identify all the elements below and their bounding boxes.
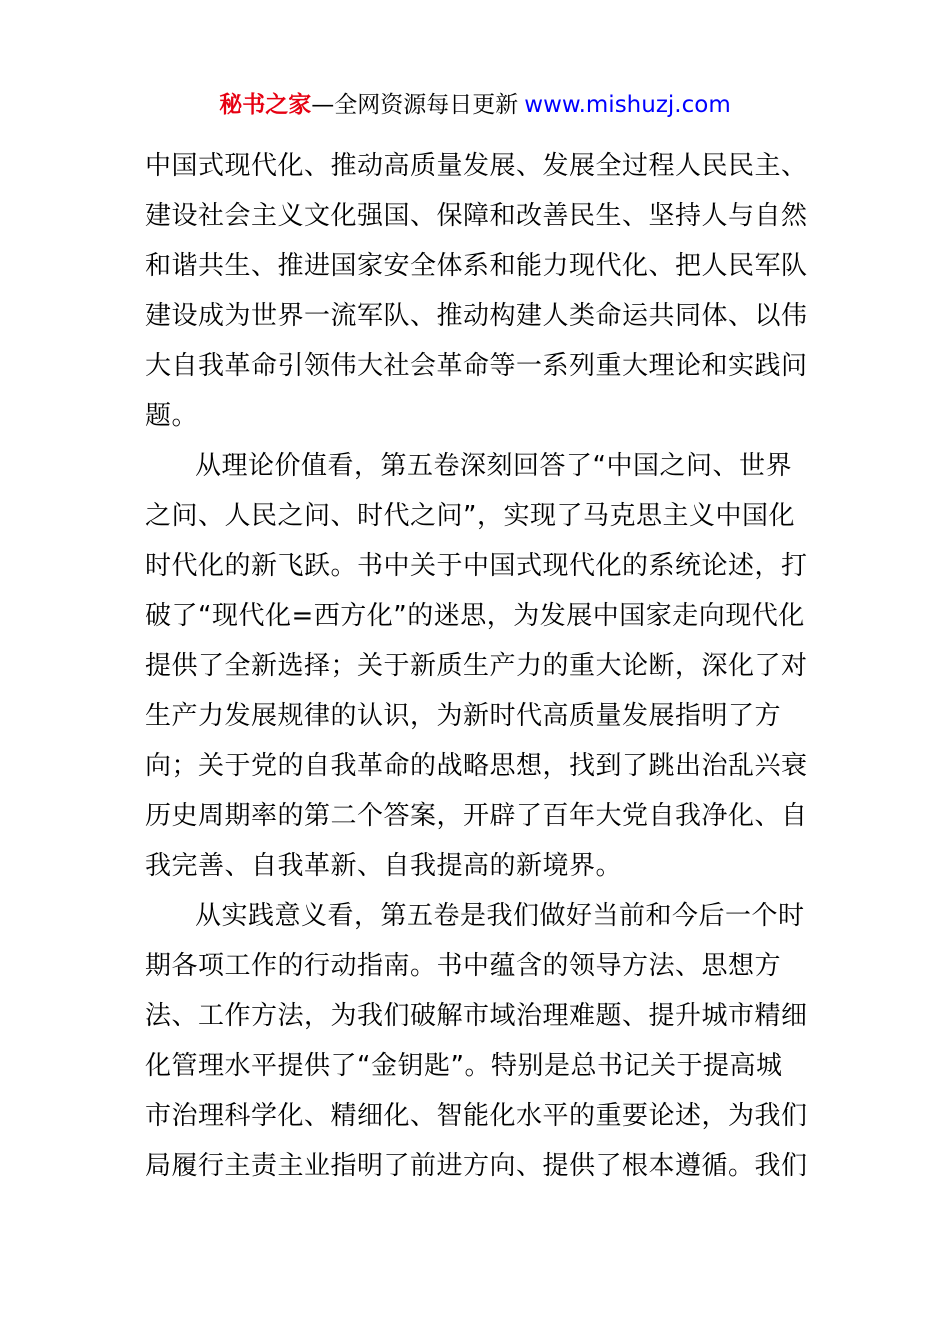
text-line: 提供了全新选择；关于新质生产力的重大论断，深化了对	[145, 651, 808, 681]
text-line: 法、工作方法，为我们破解市域治理难题、提升城市精细	[145, 1001, 808, 1031]
text-line: 向；关于党的自我革命的战略思想，找到了跳出治乱兴衰	[145, 751, 808, 781]
text-line: 生产力发展规律的认识，为新时代高质量发展指明了方	[145, 701, 782, 731]
text-line: 建设成为世界一流军队、推动构建人类命运共同体、以伟	[145, 301, 808, 331]
paragraph-first-line: 从实践意义看，第五卷是我们做好当前和今后一个时	[195, 901, 805, 931]
document-body	[145, 141, 815, 1191]
text-line: 中国式现代化、推动高质量发展、发展全过程人民民主、	[145, 151, 808, 181]
text-line: 期各项工作的行动指南。书中蕴含的领导方法、思想方	[145, 951, 782, 981]
text-line: 之问、人民之问、时代之问”，实现了马克思主义中国化	[145, 501, 795, 531]
paragraph-first-line: 从理论价值看，第五卷深刻回答了“中国之问、世界	[195, 451, 792, 481]
header-tagline: —全网资源每日更新	[311, 92, 519, 118]
page-header	[0, 88, 950, 122]
text-line: 化管理水平提供了“金钥匙”。特别是总书记关于提高城	[145, 1051, 783, 1081]
text-line: 题。	[145, 401, 199, 431]
site-url-link[interactable]: www.mishuzj.com	[524, 92, 731, 118]
text-line: 破了“现代化=西方化”的迷思，为发展中国家走向现代化	[145, 601, 805, 631]
text-line: 建设社会主义文化强国、保障和改善民生、坚持人与自然	[145, 201, 808, 231]
text-line: 历史周期率的第二个答案，开辟了百年大党自我净化、自	[145, 801, 808, 831]
text-line: 时代化的新飞跃。书中关于中国式现代化的系统论述，打	[145, 551, 808, 581]
text-line: 和谐共生、推进国家安全体系和能力现代化、把人民军队	[145, 251, 808, 281]
text-line: 大自我革命引领伟大社会革命等一系列重大理论和实践问	[145, 351, 808, 381]
brand-name: 秘书之家	[219, 92, 312, 118]
text-line: 局履行主责主业指明了前进方向、提供了根本遵循。我们	[145, 1151, 808, 1181]
text-line: 我完善、自我革新、自我提高的新境界。	[145, 851, 623, 881]
text-line: 市治理科学化、精细化、智能化水平的重要论述，为我们	[145, 1101, 808, 1131]
